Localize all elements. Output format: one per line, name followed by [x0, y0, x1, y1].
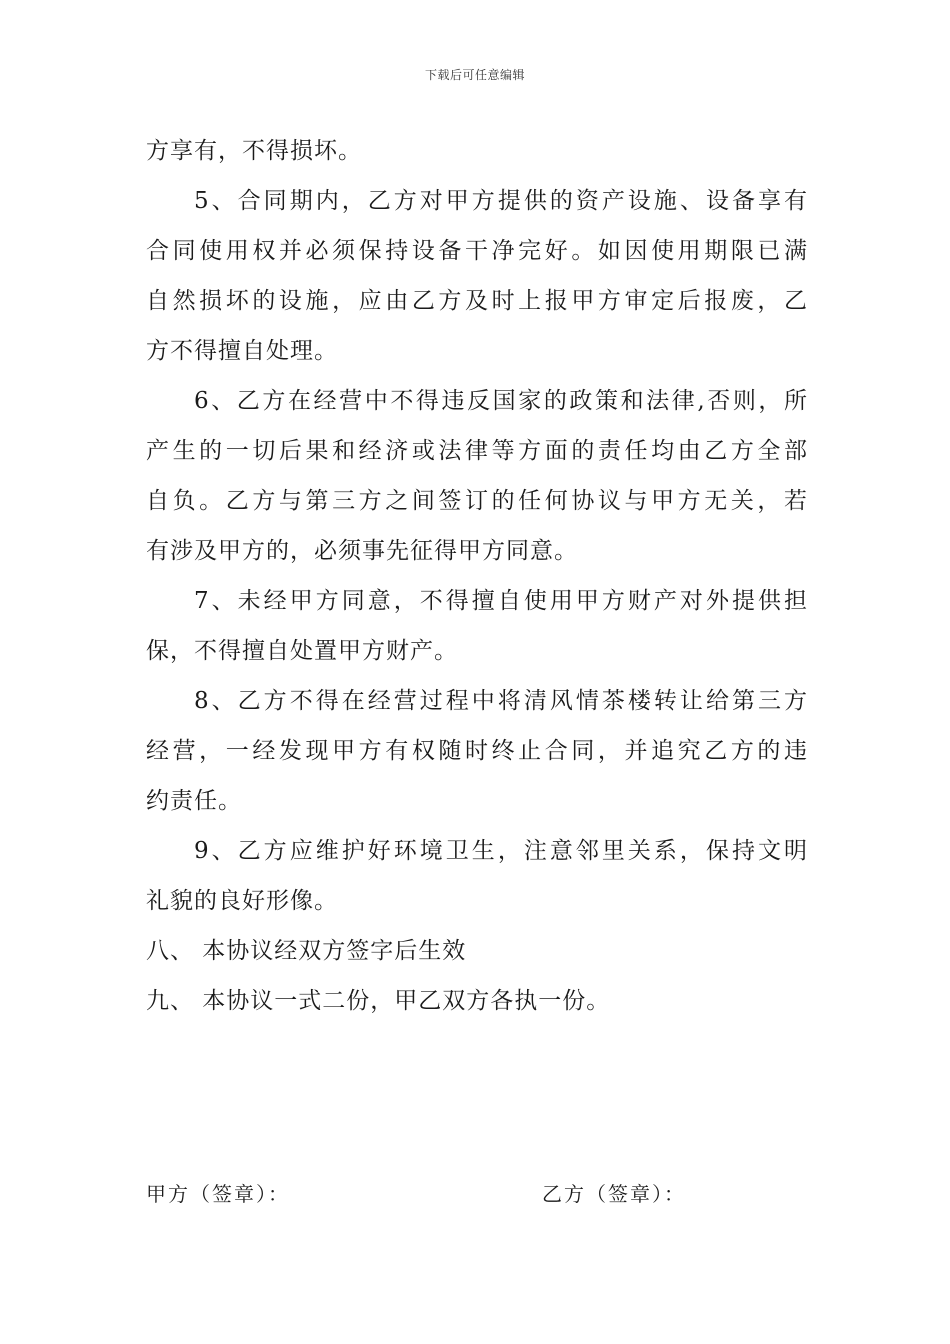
party-b-signature-label: 乙方（签章）： — [542, 1182, 686, 1206]
text-line: 自负。乙方与第三方之间签订的任何协议与甲方无关，若 — [146, 488, 808, 514]
text-line: 有涉及甲方的，必须事先征得甲方同意。 — [146, 538, 578, 564]
text-line: 八、 本协议经双方签字后生效 — [146, 938, 467, 964]
text-line: 自然损坏的设施，应由乙方及时上报甲方审定后报废，乙 — [146, 288, 808, 314]
text-line: 约责任。 — [146, 788, 242, 814]
text-line: 九、 本协议一式二份，甲乙双方各执一份。 — [146, 988, 611, 1014]
text-line: 产生的一切后果和经济或法律等方面的责任均由乙方全部 — [146, 438, 808, 464]
text-line: 5、合同期内，乙方对甲方提供的资产设施、设备享有 — [194, 188, 808, 214]
text-line: 合同使用权并必须保持设备干净完好。如因使用期限已满 — [146, 238, 808, 264]
text-line: 经营，一经发现甲方有权随时终止合同，并追究乙方的违 — [146, 738, 808, 764]
text-line: 礼貌的良好形像。 — [146, 888, 338, 914]
party-a-signature-label: 甲方（签章）： — [146, 1182, 290, 1206]
text-line: 6、乙方在经营中不得违反国家的政策和法律,否则，所 — [194, 388, 808, 414]
contract-body — [146, 126, 808, 1026]
text-line: 7、未经甲方同意，不得擅自使用甲方财产对外提供担 — [194, 588, 808, 614]
text-line: 保，不得擅自处置甲方财产。 — [146, 638, 458, 664]
text-line: 8、乙方不得在经营过程中将清风情茶楼转让给第三方 — [194, 688, 808, 714]
text-line: 方不得擅自处理。 — [146, 338, 338, 364]
page-header: 下载后可任意编辑 — [424, 68, 525, 82]
signature-block — [146, 1178, 808, 1214]
text-line: 方享有，不得损坏。 — [146, 138, 362, 164]
text-line: 9、乙方应维护好环境卫生，注意邻里关系，保持文明 — [194, 838, 808, 864]
